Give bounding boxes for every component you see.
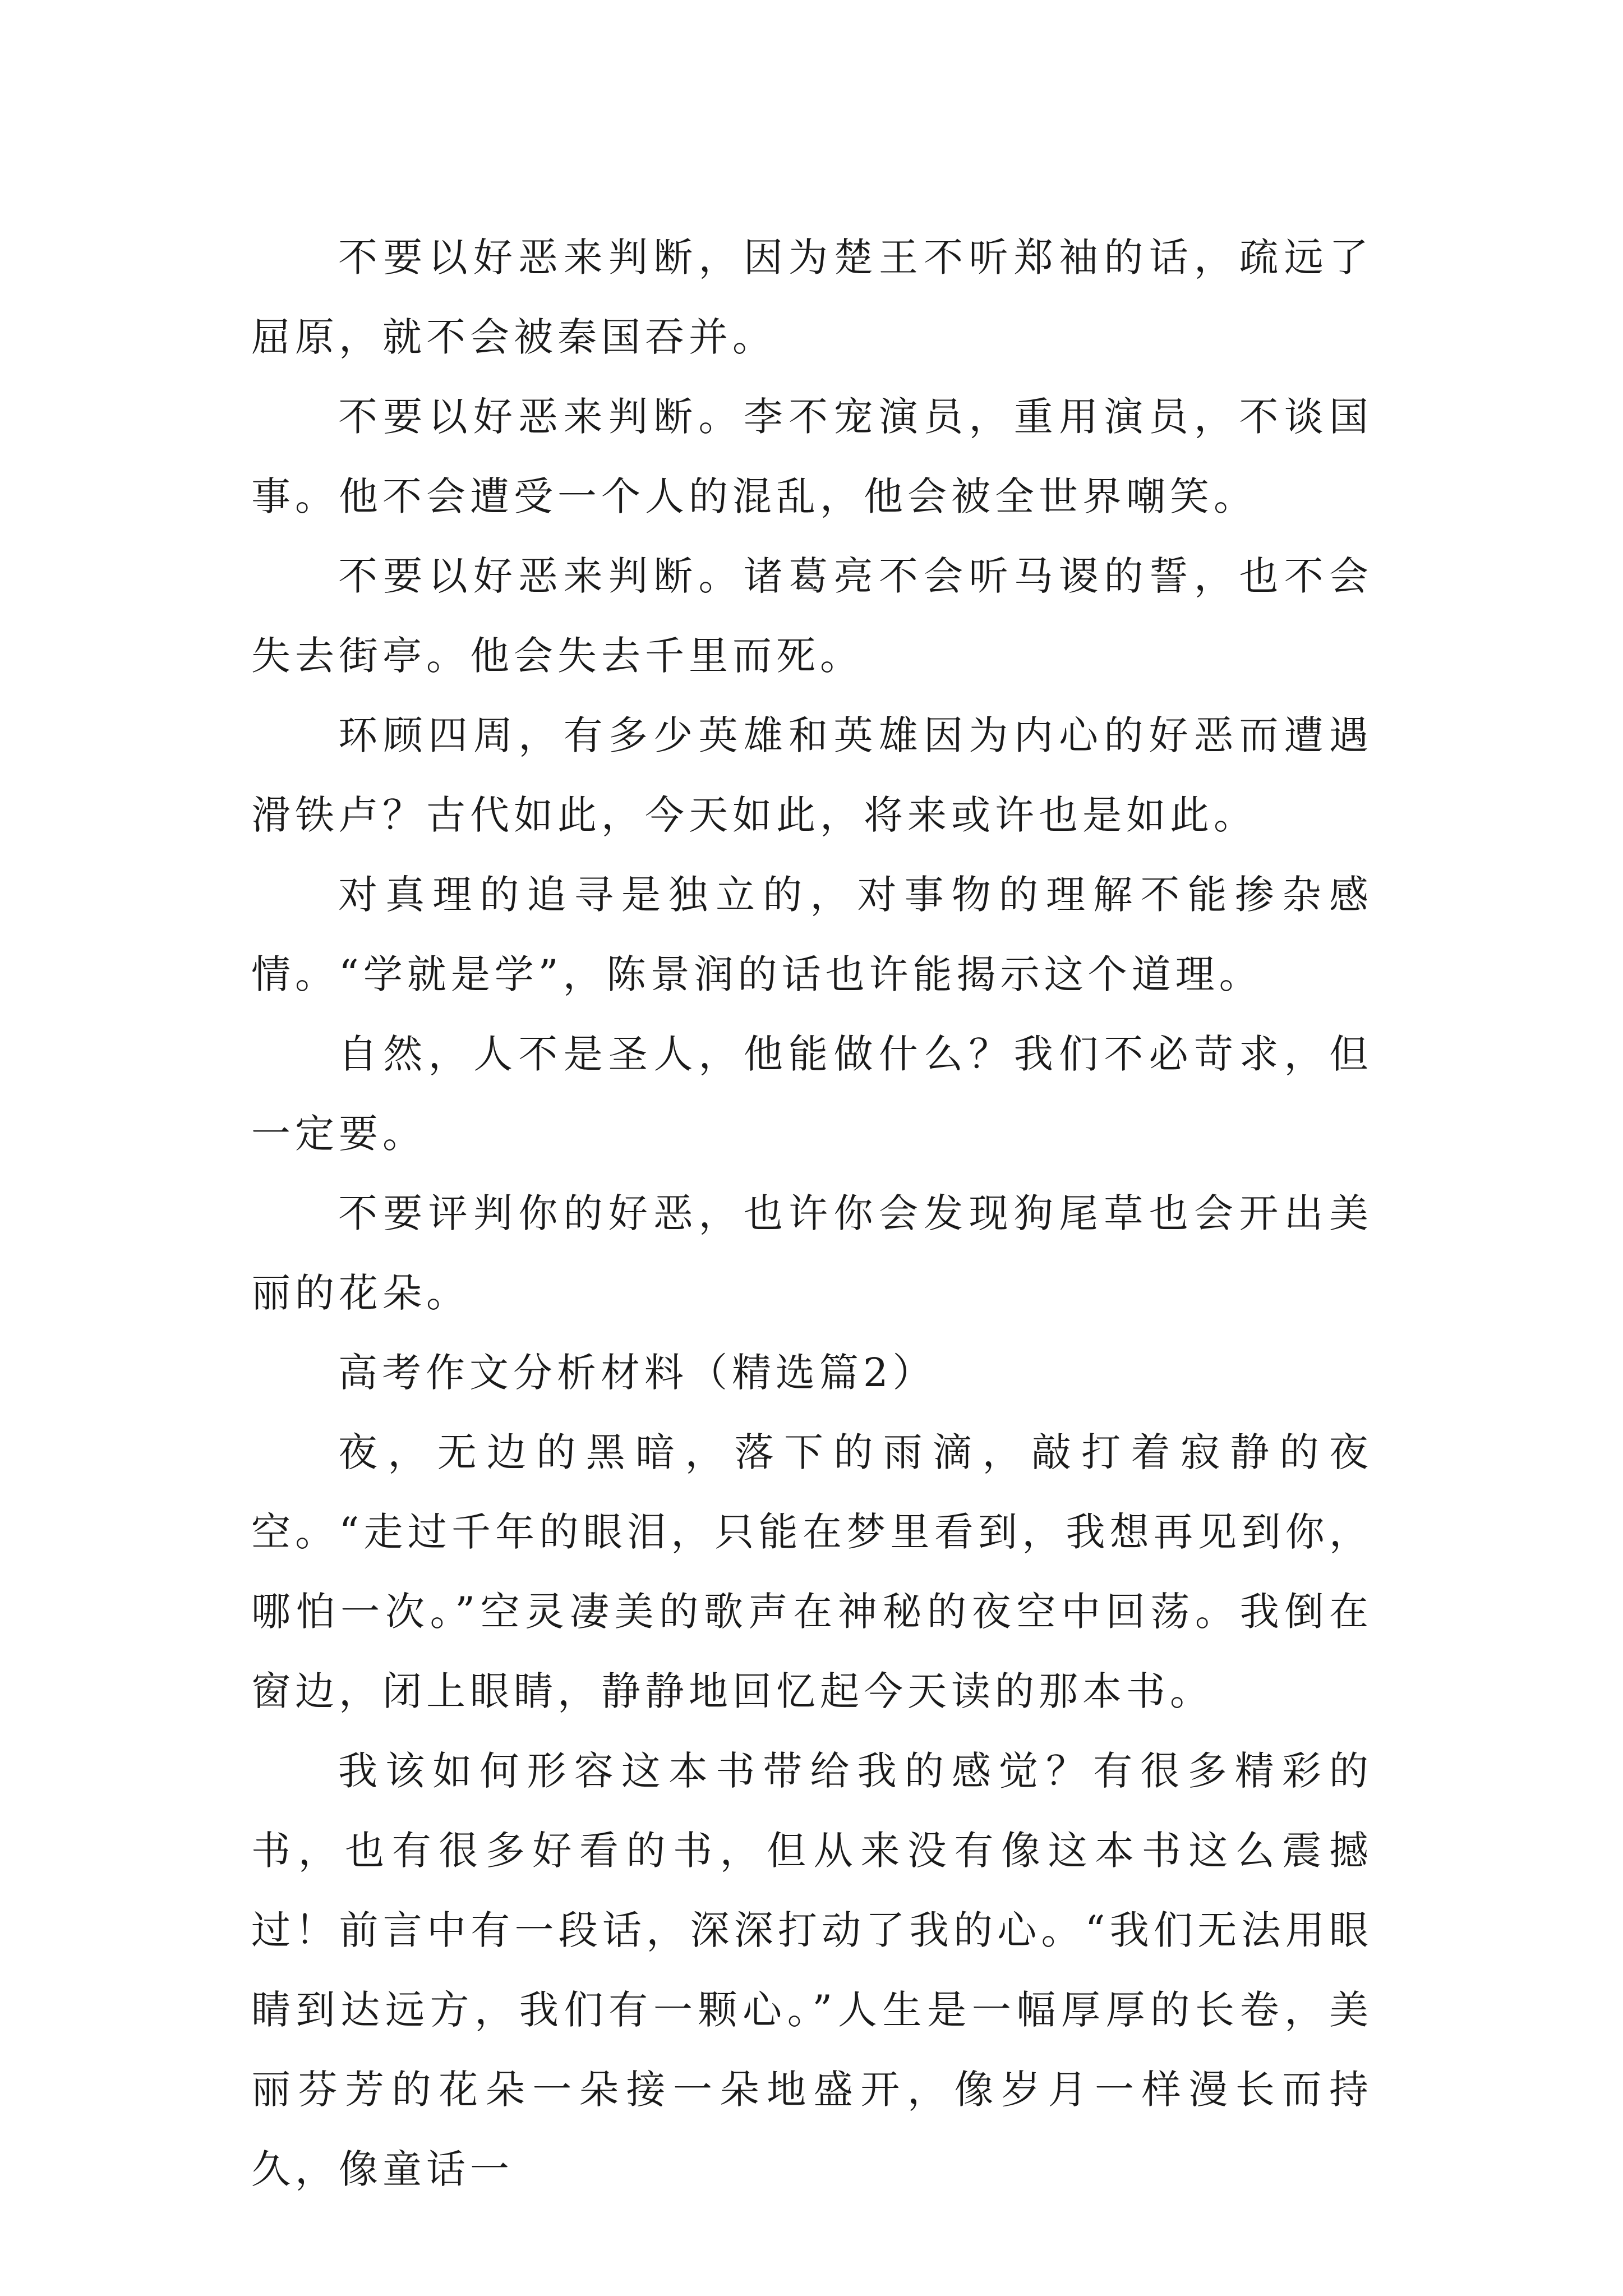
paragraph: 不要以好恶来判断，因为楚王不听郑袖的话，疏远了屈原，就不会被秦国吞并。 (251, 234, 1373, 360)
paragraph: 夜，无边的黑暗，落下的雨滴，敲打着寂静的夜空。“走过千年的眼泪，只能在梦里看到，我想再见到你，哪怕一次。”空灵凄美的歌声在神秘的夜空中回荡。我倒在窗边，闭上眼睛，静静地回忆起今天读的那本书。 (251, 1429, 1373, 1714)
paragraph: 自然，人不是圣人，他能做什么？我们不必苛求，但一定要。 (251, 1031, 1373, 1157)
section-heading: 高考作文分析材料（精选篇2） (338, 1350, 937, 1396)
paragraph: 对真理的追寻是独立的，对事物的理解不能掺杂感情。“学就是学”，陈景润的话也许能揭示这个道理。 (251, 872, 1373, 997)
paragraph: 不要评判你的好恶，也许你会发现狗尾草也会开出美丽的花朵。 (251, 1190, 1373, 1316)
paragraph: 不要以好恶来判断。李不宠演员，重用演员，不谈国事。他不会遭受一个人的混乱，他会被全世界嘲笑。 (251, 394, 1373, 519)
paragraph: 我该如何形容这本书带给我的感觉？有很多精彩的书，也有很多好看的书，但从来没有像这本书这么震撼过！前言中有一段话，深深打动了我的心。“我们无法用眼睛到达远方，我们有一颗心。”人生是一幅厚厚的长卷，美丽芬芳的花朵一朵接一朵地盛开，像岁月一样漫长而持久，像童话一 (251, 1748, 1373, 2192)
paragraph: 不要以好恶来判断。诸葛亮不会听马谡的誓，也不会失去街亭。他会失去千里而死。 (251, 553, 1373, 679)
document-body (251, 218, 1373, 2209)
paragraph: 环顾四周，有多少英雄和英雄因为内心的好恶而遭遇滑铁卢？古代如此，今天如此，将来或许也是如此。 (251, 712, 1373, 838)
